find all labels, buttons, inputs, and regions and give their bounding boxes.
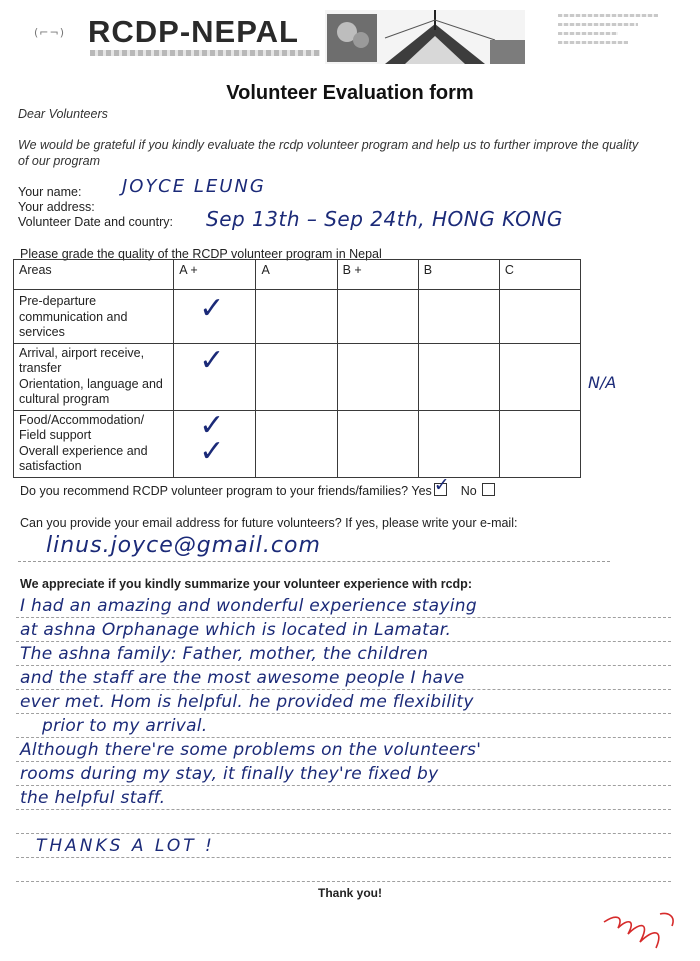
grade-cell-b-plus[interactable] xyxy=(337,343,418,410)
grade-cell-b[interactable] xyxy=(418,290,499,344)
area-food-overall xyxy=(14,410,174,477)
letterhead xyxy=(0,0,700,72)
summary-field[interactable] xyxy=(16,594,696,882)
summary-text: THANKS A LOT ! xyxy=(36,836,215,856)
header-a-plus: A + xyxy=(174,260,256,290)
summary-line xyxy=(16,714,671,738)
summary-text: rooms during my stay, it finally they're fixed by xyxy=(20,764,439,784)
summary-line xyxy=(16,738,671,762)
summary-line xyxy=(16,762,671,786)
grade-cell-a-plus[interactable] xyxy=(174,290,256,344)
grade-cell-a[interactable] xyxy=(256,410,337,477)
address-label: Your address: xyxy=(18,200,95,214)
org-logo-icon: (⌐¬) xyxy=(34,26,66,39)
no-label: No xyxy=(460,484,477,498)
grade-cell-a-plus[interactable] xyxy=(174,343,256,410)
intro-text: We would be grateful if you kindly evaluate the rcdp volunteer program and help us to further improve the quality of our program xyxy=(18,138,639,168)
red-scribble-signature-icon xyxy=(598,908,688,956)
summary-line xyxy=(16,594,671,618)
summary-heading: We appreciate if you kindly summarize your volunteer experience with rcdp: xyxy=(20,577,472,591)
email-underline xyxy=(18,561,610,562)
greeting: Dear Volunteers xyxy=(18,107,108,121)
table-row xyxy=(14,343,581,410)
grade-cell-c[interactable] xyxy=(499,410,580,477)
summary-text: The ashna family: Father, mother, the children xyxy=(20,644,429,664)
grade-cell-b[interactable] xyxy=(418,410,499,477)
summary-text: Although there're some problems on the volunteers' xyxy=(20,740,482,760)
grade-table-header-row xyxy=(14,260,581,290)
side-note-na: N/A xyxy=(588,373,617,392)
check-mark-icon: ✓ xyxy=(199,433,225,469)
header-c: C xyxy=(499,260,580,290)
area-pre-departure xyxy=(14,290,174,344)
summary-text: prior to my arrival. xyxy=(42,716,208,736)
summary-text: I had an amazing and wonderful experience staying xyxy=(20,596,477,616)
check-mark-icon: ✓ xyxy=(199,342,225,378)
check-mark-icon: ✓ xyxy=(199,407,225,443)
yes-checkbox[interactable] xyxy=(433,474,450,496)
table-row xyxy=(14,290,581,344)
area-label: Arrival, airport receive, transfer xyxy=(19,345,145,375)
org-name: RCDP-NEPAL xyxy=(88,14,299,49)
summary-line xyxy=(16,666,671,690)
name-field[interactable]: JOYCE LEUNG xyxy=(122,176,266,197)
check-mark-icon: ✓ xyxy=(433,474,450,496)
date-country-field[interactable]: Sep 13th – Sep 24th, HONG KONG xyxy=(206,207,563,231)
header-a: A xyxy=(256,260,337,290)
summary-text: at ashna Orphanage which is located in Lamatar. xyxy=(20,620,452,640)
header-areas: Areas xyxy=(14,260,174,290)
contact-info-smudge xyxy=(558,14,658,50)
grade-cell-b[interactable] xyxy=(418,343,499,410)
summary-line xyxy=(16,642,671,666)
grade-cell-a[interactable] xyxy=(256,290,337,344)
recommend-question xyxy=(20,474,495,498)
grade-cell-a[interactable] xyxy=(256,343,337,410)
grade-cell-b-plus[interactable] xyxy=(337,410,418,477)
yes-label: Yes xyxy=(411,484,432,498)
summary-line xyxy=(16,618,671,642)
summary-text: the helpful staff. xyxy=(20,788,166,808)
summary-line xyxy=(16,834,671,858)
area-label: Orientation, language and cultural program xyxy=(19,376,163,406)
grade-table xyxy=(13,259,581,478)
org-tagline-smudge xyxy=(90,50,320,56)
email-question: Can you provide your email address for future volunteers? If yes, please write your e-mail: xyxy=(20,516,518,530)
summary-line xyxy=(16,690,671,714)
grade-cell-c[interactable] xyxy=(499,343,580,410)
email-field[interactable]: linus.joyce@gmail.com xyxy=(46,533,321,558)
summary-line xyxy=(16,810,671,834)
grade-cell-c[interactable] xyxy=(499,290,580,344)
closing-thanks: Thank you! xyxy=(317,886,382,900)
area-label: Food/Accommodation/ Field support xyxy=(19,412,145,442)
check-mark-icon: ✓ xyxy=(199,291,225,326)
summary-text: and the staff are the most awesome people I have xyxy=(20,668,465,688)
header-b: B xyxy=(418,260,499,290)
temple-photo-icon xyxy=(325,10,525,64)
summary-line xyxy=(16,786,671,810)
area-label: Pre-departure communication and services xyxy=(19,294,128,339)
name-label: Your name: xyxy=(18,185,82,199)
area-label: Overall experience and satisfaction xyxy=(19,443,148,473)
grade-cell-b-plus[interactable] xyxy=(337,290,418,344)
recommend-text: Do you recommend RCDP volunteer program to your friends/families? xyxy=(20,484,409,498)
summary-line xyxy=(16,858,671,882)
grade-cell-a-plus[interactable] xyxy=(174,407,256,477)
grade-prompt: Please grade the quality of the RCDP volunteer program in Nepal xyxy=(20,247,382,261)
table-row xyxy=(14,410,581,477)
header-b-plus: B + xyxy=(337,260,418,290)
form-title: Volunteer Evaluation form xyxy=(226,82,474,104)
summary-text: ever met. Hom is helpful. he provided me flexibility xyxy=(20,692,474,712)
no-checkbox[interactable] xyxy=(482,483,495,496)
date-country-label: Volunteer Date and country: xyxy=(18,215,173,229)
area-arrival-orientation xyxy=(14,343,174,410)
